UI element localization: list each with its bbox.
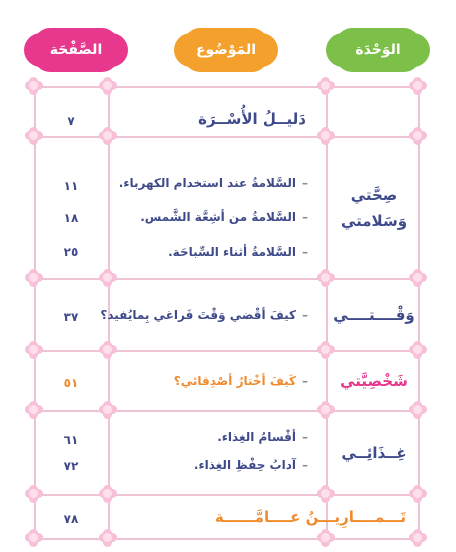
flower-icon	[317, 77, 335, 95]
page-number: ٧	[67, 114, 75, 128]
flower-icon	[25, 529, 43, 547]
unit-health-line1: صِحَّتي	[350, 186, 398, 204]
topic-label: أقْسامُ الغِذاء.	[217, 430, 296, 444]
header-page-label: الصَّفْحَة	[49, 42, 103, 58]
flower-icon	[409, 401, 427, 419]
flower-icon	[409, 341, 427, 359]
header-unit	[336, 28, 420, 72]
dash-icon: –	[302, 210, 308, 224]
flower-icon	[25, 485, 43, 503]
flower-icon	[99, 485, 117, 503]
header-topic-label: المَوْضُوع	[195, 42, 257, 58]
topic-label: كيفَ أقْضي وَقْتَ فَراغي بِمايُفيد؟	[100, 308, 296, 322]
flower-icon	[25, 401, 43, 419]
flower-icon	[409, 485, 427, 503]
topic-item	[168, 245, 308, 259]
flower-icon	[25, 269, 43, 287]
flower-icon	[99, 401, 117, 419]
flower-icon	[99, 127, 117, 145]
header-unit-label: الوَحْدَة	[355, 42, 401, 58]
flower-icon	[99, 77, 117, 95]
flower-icon	[317, 269, 335, 287]
topic-label: آدابُ حِفْظِ الغِذاء.	[193, 458, 296, 472]
dash-icon: –	[302, 430, 308, 444]
flower-icon	[317, 341, 335, 359]
page-number: ٧٢	[63, 459, 79, 473]
dash-icon: –	[302, 458, 308, 472]
topic-item	[217, 430, 308, 444]
topic-family-guide: دَليــلُ الأُسْــرَة	[198, 110, 306, 128]
topic-label: السَّلامةُ أثناء السِّباحَة.	[168, 245, 296, 259]
flower-icon	[317, 529, 335, 547]
grid-line	[34, 136, 420, 138]
topic-item	[100, 308, 308, 322]
grid-line	[34, 494, 420, 496]
grid-line	[34, 86, 420, 88]
header-page	[34, 28, 118, 72]
flower-icon	[25, 77, 43, 95]
dash-icon: –	[302, 308, 308, 322]
flower-icon	[409, 529, 427, 547]
dash-icon: –	[302, 245, 308, 259]
grid-line	[34, 410, 420, 412]
page-number: ٧٨	[63, 512, 79, 526]
grid-line	[34, 538, 420, 540]
flower-icon	[409, 269, 427, 287]
topic-item	[174, 374, 308, 388]
topic-item	[194, 458, 308, 472]
flower-icon	[25, 341, 43, 359]
dash-icon: –	[302, 374, 308, 388]
topic-general-exercises: تَـــمــــارِيـــنُ عــــامَّــــــة	[214, 508, 406, 526]
page-number: ١١	[63, 179, 79, 193]
topic-label: السَّلامةُ عند استخدام الكهرباء.	[118, 176, 296, 190]
unit-time: وَقْــــتــــي	[333, 306, 415, 324]
flower-icon	[99, 341, 117, 359]
unit-personality: شَخْصِيَّتي	[340, 372, 408, 390]
page-number: ٢٥	[63, 245, 79, 259]
flower-icon	[99, 529, 117, 547]
flower-icon	[409, 77, 427, 95]
page-number: ١٨	[63, 211, 79, 225]
page-number: ٣٧	[63, 310, 79, 324]
flower-icon	[317, 401, 335, 419]
topic-item	[140, 210, 308, 224]
topic-label: السَّلامةُ من أشِعَّة الشَّمس.	[140, 210, 296, 224]
flower-icon	[409, 127, 427, 145]
grid-line	[34, 350, 420, 352]
page-number: ٦١	[63, 433, 79, 447]
page-number: ٥١	[63, 376, 79, 390]
flower-icon	[25, 127, 43, 145]
topic-item	[119, 176, 308, 190]
header-topic	[184, 28, 268, 72]
unit-food: غِــذَائِــي	[341, 444, 407, 462]
dash-icon: –	[302, 176, 308, 190]
flower-icon	[317, 127, 335, 145]
topic-label: كَيفَ أخْتارُ أصْدِقائي؟	[173, 374, 296, 388]
unit-health-line2: وَسَلامتي	[340, 212, 408, 230]
grid-line	[34, 278, 420, 280]
flower-icon	[317, 485, 335, 503]
flower-icon	[99, 269, 117, 287]
